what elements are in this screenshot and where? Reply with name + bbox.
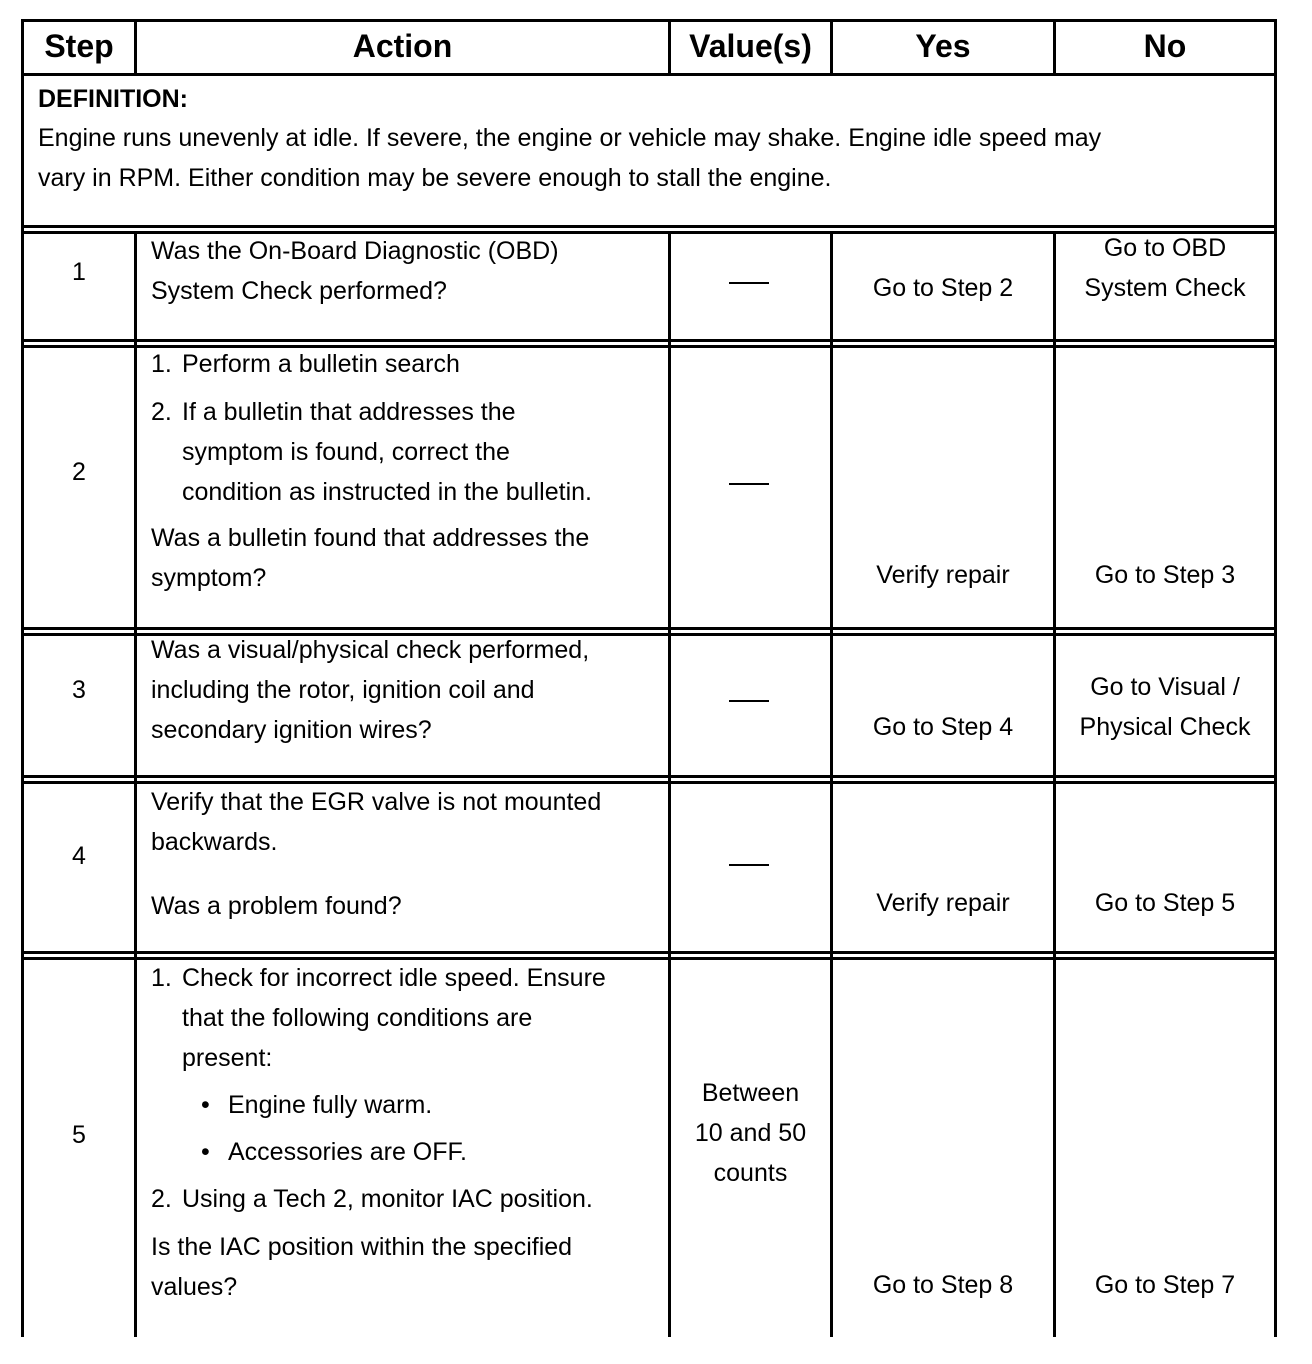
definition-label: DEFINITION:	[38, 85, 188, 113]
action-line: backwards.	[151, 828, 278, 856]
question-line: Was a bulletin found that addresses the	[151, 524, 590, 552]
action-text	[151, 958, 666, 1307]
header-action: Action	[352, 28, 453, 64]
question-line: symptom?	[151, 564, 267, 592]
list-line: Check for incorrect idle speed. Ensure	[182, 964, 606, 992]
bullet-text: Accessories are OFF.	[228, 1138, 467, 1166]
value-dash	[729, 282, 769, 284]
bullet-item: • Engine fully warm.	[201, 1091, 433, 1119]
value-range	[671, 1073, 830, 1193]
question-line: values?	[151, 1273, 238, 1301]
step-number: 4	[72, 842, 86, 870]
value-dash	[729, 483, 769, 485]
list-line: symptom is found, correct the	[182, 438, 510, 466]
action-text	[151, 344, 661, 598]
definition-line-1: Engine runs unevenly at idle. If severe, the engine or vehicle may shake. Engine idle speed may	[38, 124, 1102, 152]
list-item	[151, 392, 661, 512]
action-text	[151, 630, 661, 750]
step-number: 2	[72, 458, 86, 486]
yes-result: Go to Step 2	[872, 274, 1014, 302]
value-dash	[729, 700, 769, 702]
action-line: Verify that the EGR valve is not mounted	[151, 788, 602, 816]
list-text: Perform a bulletin search	[182, 350, 460, 378]
header-no: No	[1143, 28, 1187, 64]
list-line: condition as instructed in the bulletin.	[182, 478, 592, 506]
no-line: Physical Check	[1079, 713, 1251, 741]
action-line: secondary ignition wires?	[151, 716, 432, 744]
list-number: 1.	[151, 964, 172, 992]
list-item	[151, 1179, 666, 1219]
bullet-item: • Accessories are OFF.	[201, 1138, 467, 1166]
no-result: Go to Step 5	[1094, 889, 1236, 917]
yes-result: Verify repair	[876, 561, 1010, 589]
no-result	[1056, 667, 1274, 747]
step-number: 1	[72, 258, 86, 286]
list-number: 2.	[151, 1185, 172, 1213]
value-line: 10 and 50	[694, 1119, 807, 1147]
list-line: present:	[182, 1044, 273, 1072]
question-line: Was a problem found?	[151, 892, 402, 920]
action-line: including the rotor, ignition coil and	[151, 676, 535, 704]
action-line: System Check performed?	[151, 277, 447, 305]
header-values: Value(s)	[689, 28, 812, 64]
list-item	[151, 344, 661, 384]
yes-result: Go to Step 4	[872, 713, 1014, 741]
no-result	[1056, 228, 1274, 308]
action-line: Was the On-Board Diagnostic (OBD)	[151, 237, 559, 265]
value-line: counts	[713, 1159, 788, 1187]
yes-result: Go to Step 8	[872, 1271, 1014, 1299]
no-line: System Check	[1084, 274, 1246, 302]
action-text	[151, 782, 661, 926]
list-item	[151, 958, 666, 1078]
header-yes: Yes	[915, 28, 971, 64]
bullet-text: Engine fully warm.	[228, 1091, 433, 1119]
no-line: Go to Visual /	[1090, 673, 1240, 701]
header-step: Step	[44, 28, 114, 64]
list-number: 2.	[151, 398, 172, 426]
step-number: 5	[72, 1121, 86, 1149]
list-number: 1.	[151, 350, 172, 378]
no-result: Go to Step 7	[1094, 1271, 1236, 1299]
value-line: Between	[701, 1079, 800, 1107]
no-result: Go to Step 3	[1094, 561, 1236, 589]
question-line: Is the IAC position within the specified	[151, 1233, 573, 1261]
step-number: 3	[72, 676, 86, 704]
action-line: Was a visual/physical check performed,	[151, 636, 590, 664]
list-line: If a bulletin that addresses the	[182, 398, 516, 426]
definition	[38, 80, 1268, 198]
list-line: that the following conditions are	[182, 1004, 533, 1032]
list-text: Using a Tech 2, monitor IAC position.	[182, 1185, 593, 1213]
no-line: Go to OBD	[1103, 234, 1227, 262]
definition-line-2: vary in RPM. Either condition may be severe enough to stall the engine.	[38, 164, 832, 192]
yes-result: Verify repair	[876, 889, 1010, 917]
action-text	[151, 231, 661, 311]
value-dash	[729, 864, 769, 866]
